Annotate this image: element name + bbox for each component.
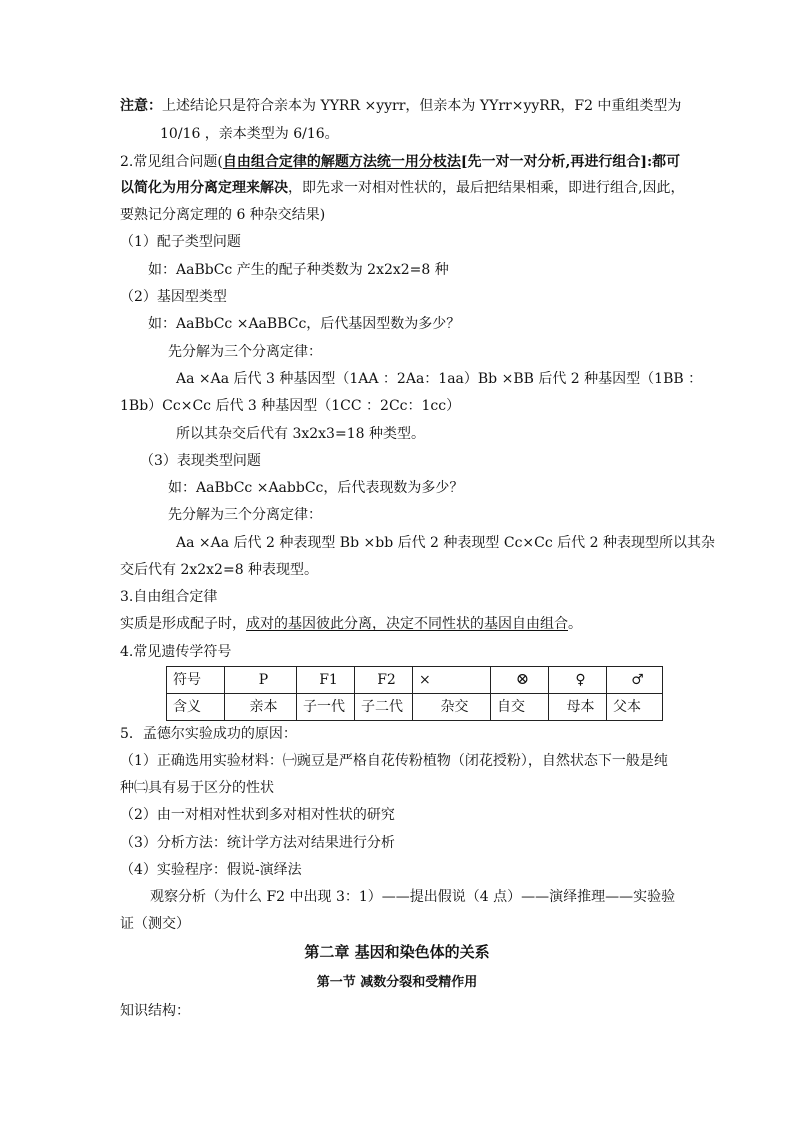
note-text-1: 上述结论只是符合亲本为 YYRR ×yyrr，但亲本为 YYrr×yyRR，F2 中重组类型为 [162,98,682,114]
table-row [167,667,663,694]
subsection-phenotype-title: （3）表现类型问题 [140,453,261,469]
genotype-step-2a: Aa ×Aa 后代 3 种基因型（1AA ：2Aa：1aa）Bb ×BB 后代 2 种基因型（1BB ： [176,371,703,387]
section5-title: 5．孟德尔实验成功的原因： [120,726,297,742]
chapter-title: 第二章 基因和染色体的关系 [304,943,490,961]
table-cell: 亲本 [225,694,297,721]
section2-line-3: 要熟记分离定理的 6 种杂交结果) [120,207,326,223]
note-line-2: 10/16 ，亲本类型为 6/16。 [160,126,339,142]
table-cell: 子一代 [297,694,355,721]
table-cell: 杂交 [413,694,491,721]
knowledge-structure-label: 知识结构： [120,1003,190,1019]
table-cell: ♀ [549,667,607,694]
section2-head: 2.常见组合问题( [120,154,223,170]
phenotype-step-2a: Aa ×Aa 后代 2 种表现型 Bb ×bb 后代 2 种表现型 Cc×Cc 后代 2 种表现型所以其杂 [176,535,715,551]
phenotype-step-1: 先分解为三个分离定律： [168,507,322,523]
section-title: 第一节 减数分裂和受精作用 [316,975,478,990]
section2-bold-2: 以简化为用分离定理来解决 [120,180,288,196]
section5-flow-1: 观察分析（为什么 F2 中出现 3：1）——提出假说（4 点）——演绎推理——实验验 [150,889,676,905]
table-cell: 子二代 [355,694,413,721]
table-cell [491,667,549,694]
genotype-step-2b: 1Bb）Cc×Cc 后代 3 种基因型（1CC ：2Cc：1cc） [120,398,461,414]
selfing-symbol: ⊗ [515,669,530,688]
section3-pre: 实质是形成配子时， [120,616,246,632]
section2-bold-1: [先一对一对分析,再进行组合]:都可 [460,154,681,170]
genotype-step-3: 所以其杂交后代有 3x2x3=18 种类型。 [176,426,425,442]
section5-flow-2: 证（测交） [120,916,190,932]
subsection-genotype-title: （2）基因型类型 [120,289,227,305]
table-cell: F2 [355,667,413,694]
section2-line-2 [120,178,684,198]
section5-item-1a: （1）正确选用实验材料：㈠豌豆是严格自花传粉植物（闭花授粉），自然状态下一般是纯 [120,753,668,769]
table-cell: × [413,667,491,694]
genotype-question: 如：AaBbCc ×AaBBCc，后代基因型数为多少？ [148,316,461,332]
section5-item-4: （4）实验程序：假说-演绎法 [120,862,302,878]
note-label: 注意： [120,98,162,114]
genotype-step-1: 先分解为三个分离定律： [168,344,322,360]
phenotype-question: 如：AaBbCc ×AabbCc，后代表现数为多少？ [168,480,464,496]
table-cell: 符号 [167,667,225,694]
section4-title: 4.常见遗传学符号 [120,644,232,660]
table-cell: 母本 [549,694,607,721]
section3-title: 3.自由组合定律 [120,589,218,605]
section5-item-3: （3）分析方法：统计学方法对结果进行分析 [120,835,395,851]
table-cell: F1 [297,667,355,694]
note-line-1 [120,96,681,116]
table-cell: P [225,667,297,694]
table-cell: ♂ [607,667,663,694]
table-cell: 自交 [491,694,549,721]
section3-text [120,614,582,634]
section3-underlined: 成对的基因彼此分离，决定不同性状的基因自由组合 [246,616,568,632]
genetics-symbols-table [166,666,663,721]
section2-bold-underlined: 自由组合定律的解题方法统一用分枝法 [222,154,461,170]
section2-rest-2: ，即先求一对相对性状的，最后把结果相乘，即进行组合,因此， [288,180,685,196]
table-row [167,694,663,721]
subsection-gamete-title: （1）配子类型问题 [120,234,241,250]
gamete-example: 如：AaBbCc 产生的配子种类数为 2x2x2=8 种 [148,262,449,278]
section3-post: 。 [568,616,582,632]
phenotype-step-2b: 交后代有 2x2x2=8 种表现型。 [120,562,319,578]
section5-item-2: （2）由一对相对性状到多对相对性状的研究 [120,807,395,823]
table-cell: 父本 [607,694,663,721]
section5-item-1b: 种㈡具有易于区分的性状 [120,780,274,796]
table-cell: 含义 [167,694,225,721]
section2-line-1 [120,152,680,172]
